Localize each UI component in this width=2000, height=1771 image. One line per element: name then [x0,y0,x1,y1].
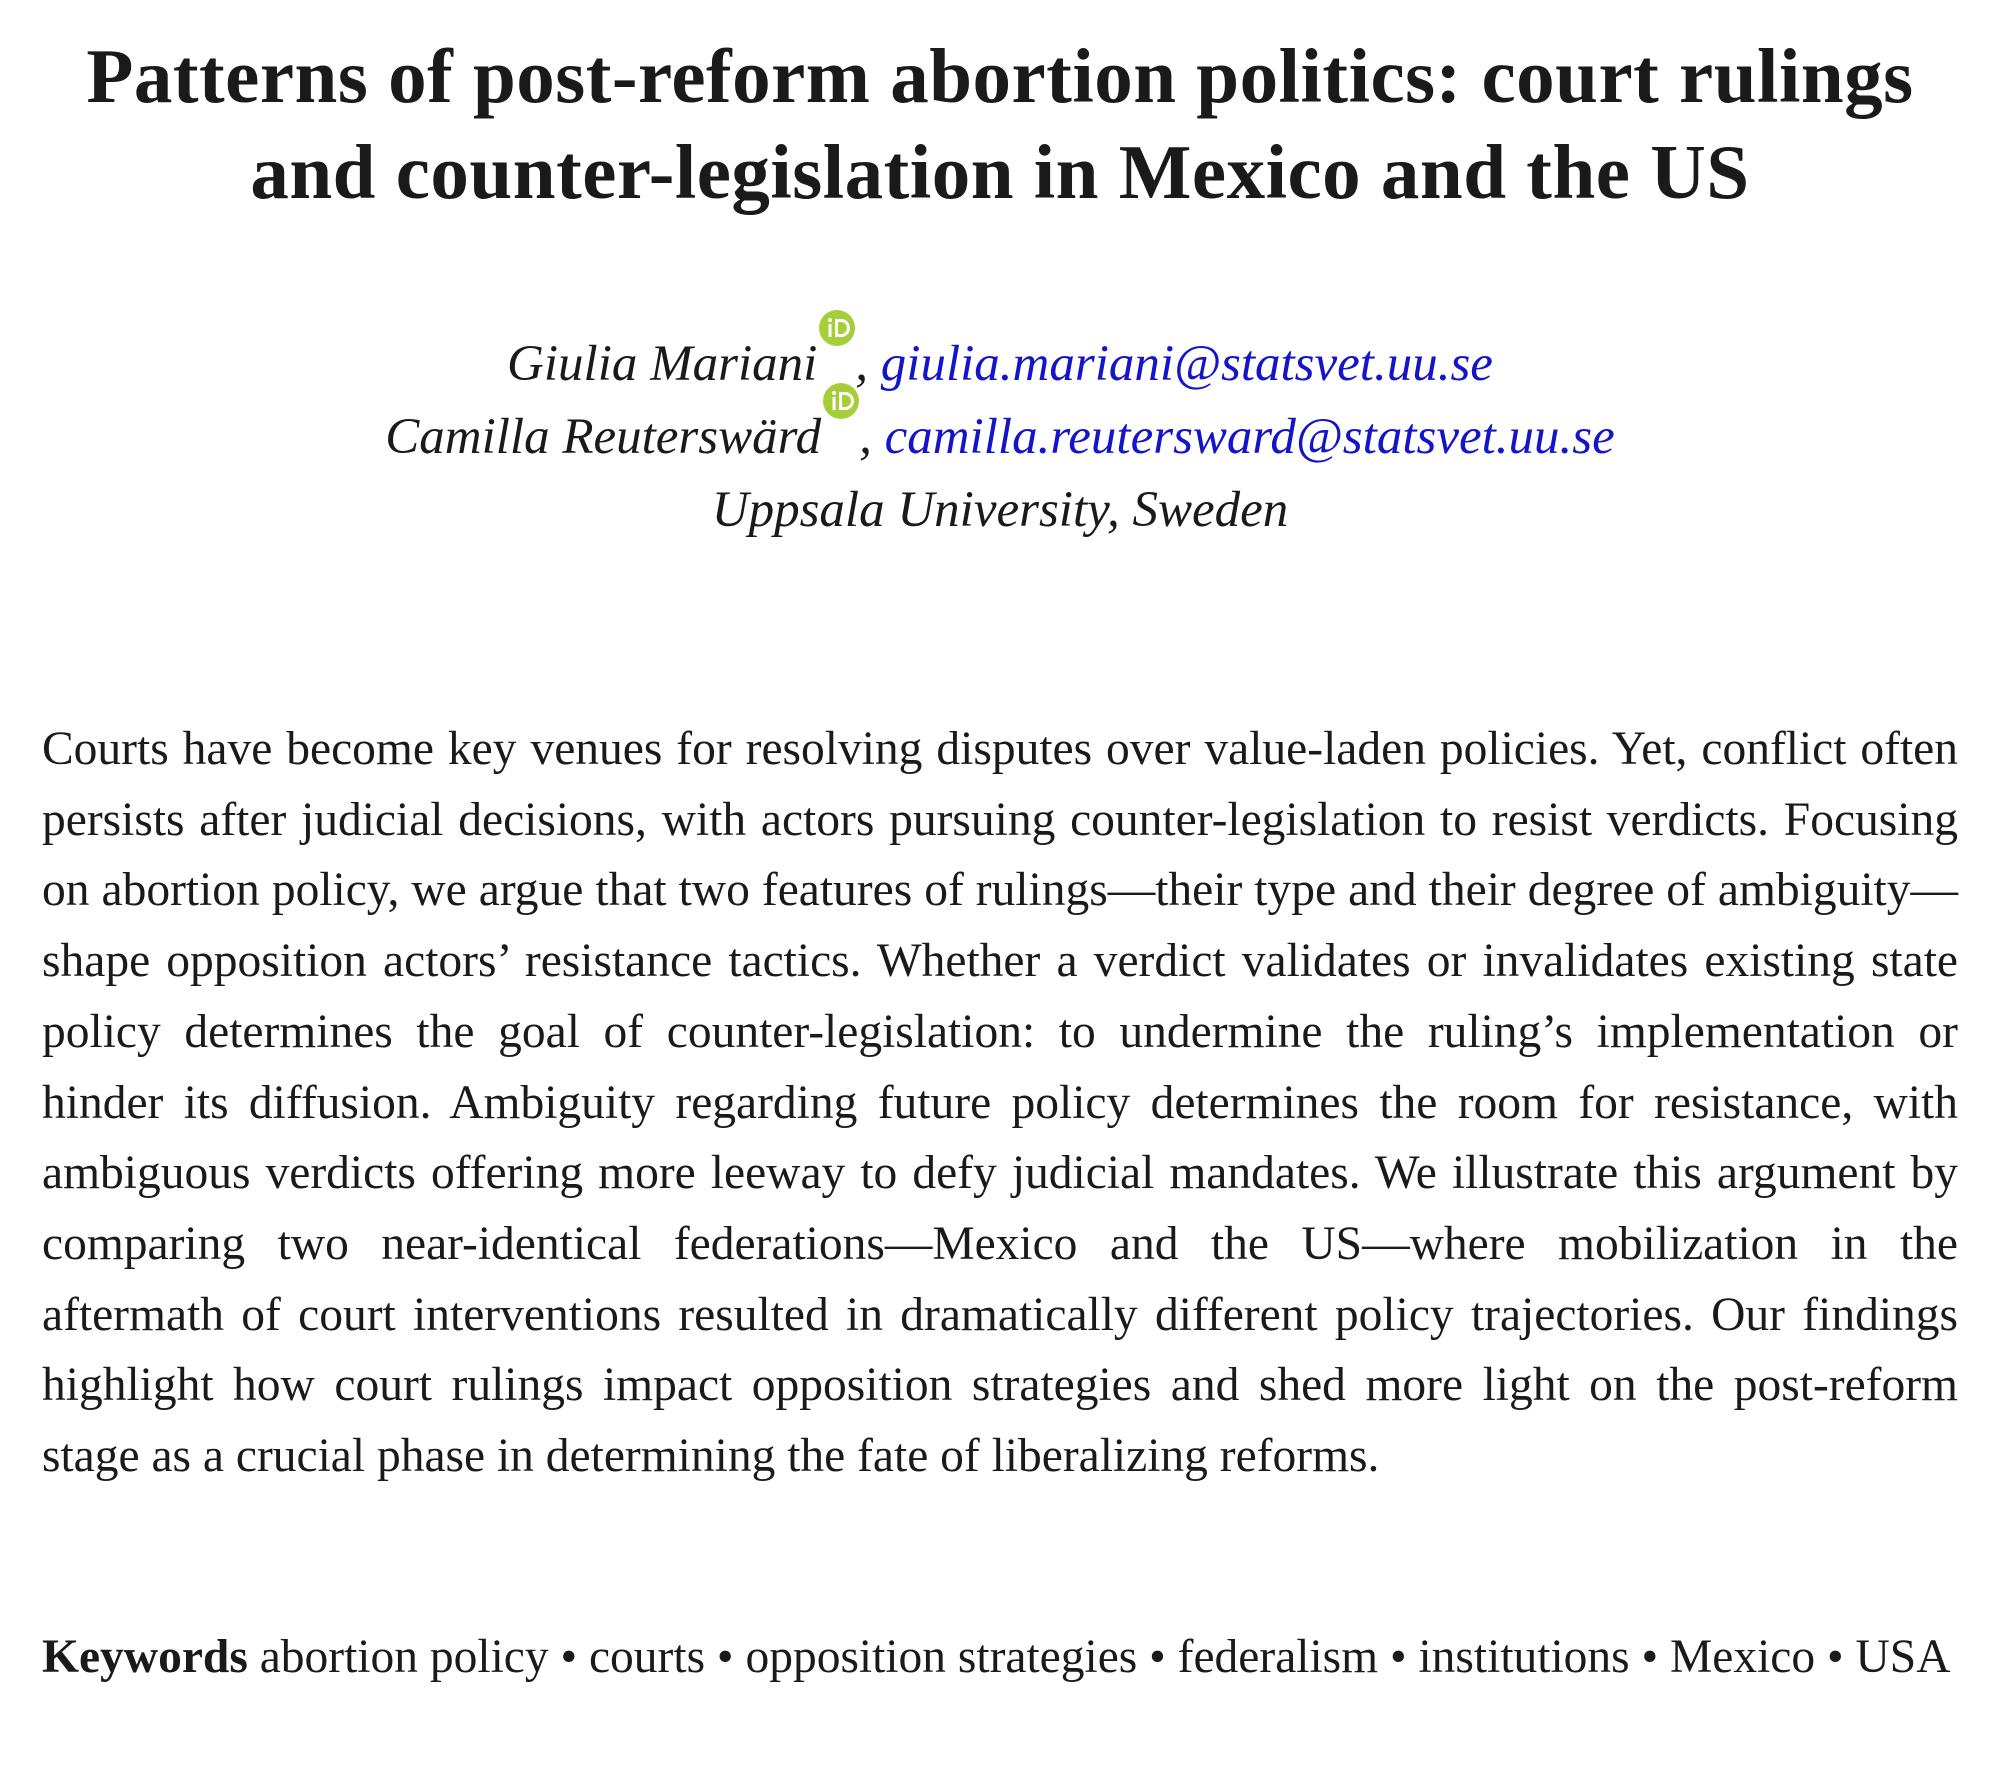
abstract-text: Courts have become key venues for resolving disputes over value-laden policies. Yet, conflict often persists after judicial decisions, with actors pursuing counter-legislation to resist verdicts. Focusing on abortion policy, we argue that two features of rulings—their type and their degree of ambiguity—shape opposition actors’ resistance tactics. Whether a verdict validates or invalidates existing state policy determines the goal of counter-legislation: to undermine the ruling’s implementation or hinder its diffusion. Ambiguity regarding future policy determines the room for resistance, with ambiguous verdicts offering more leeway to defy judicial mandates. We illustrate this argument by comparing two near-identical federations—Mexico and the US—where mobilization in the aftermath of court interventions resulted in dramatically different policy trajectories. Our findings highlight how court rulings impact opposition strategies and shed more light on the post-reform stage as a crucial phase in determining the fate of liberalizing reforms. [42,723,1958,1483]
author-block [0,328,2000,547]
orcid-icon[interactable] [823,383,859,419]
author-name: Giulia Mariani [507,336,818,392]
affiliation: Uppsala University, Sweden [711,482,1289,538]
orcid-icon[interactable] [819,310,855,346]
keywords-label: Keywords [42,1631,248,1683]
author-separator: , [855,336,881,392]
author-line-1 [0,328,2000,401]
author-email-link[interactable]: camilla.reutersward@statsvet.uu.se [884,409,1615,465]
author-line-2 [0,401,2000,474]
author-separator: , [859,409,885,465]
author-name: Camilla Reuterswärd [385,409,822,465]
author-email-link[interactable]: giulia.mariani@statsvet.uu.se [880,336,1493,392]
keywords-line [42,1622,1958,1692]
keywords-list: abortion policy • courts • opposition strategies • federalism • institutions • Mexico • USA [247,1631,1951,1683]
paper-title: Patterns of post-reform abortion politics: court rulings and counter-legislation in Mexico and the US [86,33,1914,215]
